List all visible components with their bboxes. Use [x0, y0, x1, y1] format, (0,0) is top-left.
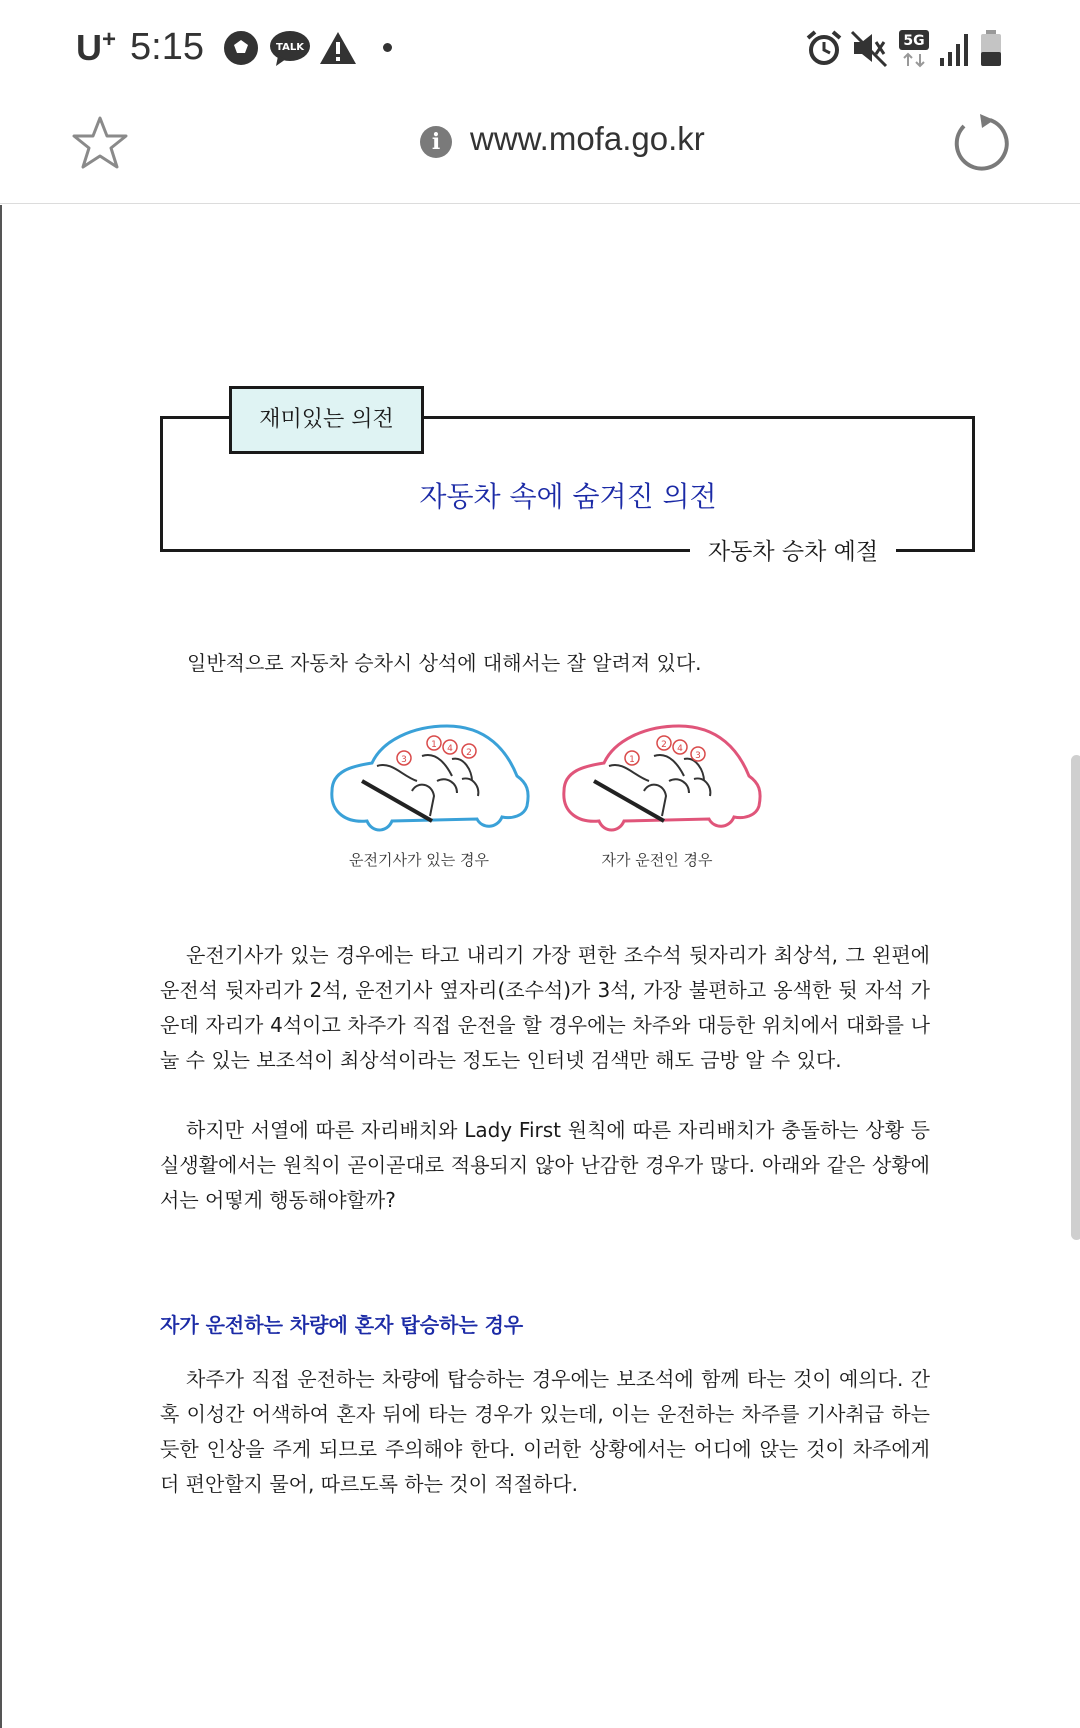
status-time: 5:15: [130, 26, 204, 68]
notification-dot: [383, 43, 392, 52]
intro-text: 일반적으로 자동차 승차시 상석에 대해서는 잘 알려져 있다.: [187, 651, 702, 675]
signal-icon: [938, 28, 970, 68]
seat-label: 4: [447, 744, 453, 754]
alarm-icon: [804, 28, 844, 68]
network-label: 5G: [903, 33, 925, 49]
seat-label: 2: [466, 748, 472, 758]
seat-label: 3: [695, 751, 701, 761]
scrollbar-thumb[interactable]: [1071, 755, 1080, 1240]
seat-label: 4: [677, 744, 683, 754]
talk-label: TALK: [276, 42, 304, 53]
status-bar: [0, 0, 1080, 96]
browser-address-bar: [0, 96, 1080, 204]
warning-icon: [318, 28, 358, 68]
section-heading: 자가 운전하는 차량에 혼자 탑승하는 경우: [160, 1313, 524, 1337]
reload-icon[interactable]: [950, 112, 1012, 174]
carrier-label: U+: [76, 26, 117, 68]
category-tag: 재미있는 의전: [229, 386, 424, 454]
mute-icon: [850, 28, 890, 68]
kakaotalk-icon: [268, 28, 312, 68]
figure-caption-self-drive: 자가 운전인 경우: [601, 851, 713, 869]
soccer-ball-icon: [221, 28, 261, 68]
page-content: [0, 205, 1080, 1728]
site-info-icon[interactable]: i: [420, 126, 452, 158]
figure-caption-chauffeur: 운전기사가 있는 경우: [349, 851, 489, 869]
body-paragraph: 하지만 서열에 따른 자리배치와 Lady First 원칙에 따른 자리배치가 충돌하는 상황 등 실생활에서는 원칙이 곧이곧대로 적용되지 않아 난감한 경우가 많다. 아래와 같은 상황에서는 어떻게 행동해야할까?: [160, 1118, 930, 1212]
bookmark-star-icon[interactable]: [70, 114, 130, 174]
url-text[interactable]: www.mofa.go.kr: [470, 120, 705, 157]
seat-label: 1: [431, 740, 437, 750]
seat-label: 2: [661, 740, 667, 750]
article-title: 자동차 속에 숨겨진 의전: [419, 480, 717, 513]
5g-icon: [898, 28, 932, 68]
seat-label: 1: [629, 755, 635, 765]
battery-icon: [978, 28, 1004, 68]
seat-label: 3: [401, 755, 407, 765]
body-paragraph: 차주가 직접 운전하는 차량에 탑승하는 경우에는 보조석에 함께 타는 것이 예의다. 간혹 이성간 어색하여 혼자 뒤에 타는 경우가 있는데, 이는 운전하는 차주를 기사취급 하는듯한 인상을 주게 되므로 주의해야 한다. 이러한 상황에서는 어디에 앉는 것이 차주에게 더 편안할지 물어, 따르도록 하는 것이 적절하다.: [160, 1367, 930, 1496]
article-subtitle: 자동차 승차 예절: [690, 530, 896, 574]
body-paragraph: 운전기사가 있는 경우에는 타고 내리기 가장 편한 조수석 뒷자리가 최상석, 그 왼편에 운전석 뒷자리가 2석, 운전기사 옆자리(조수석)가 3석, 가장 불편하고 옹색한 뒷 자석 가운데 자리가 4석이고 차주가 직접 운전을 할 경우에는 차주와 대등한 위치에서 대화를 나눌 수 있는 보조석이 최상석이라는 정도는 인터넷 검색만 해도 금방 알 수 있다.: [160, 943, 930, 1072]
